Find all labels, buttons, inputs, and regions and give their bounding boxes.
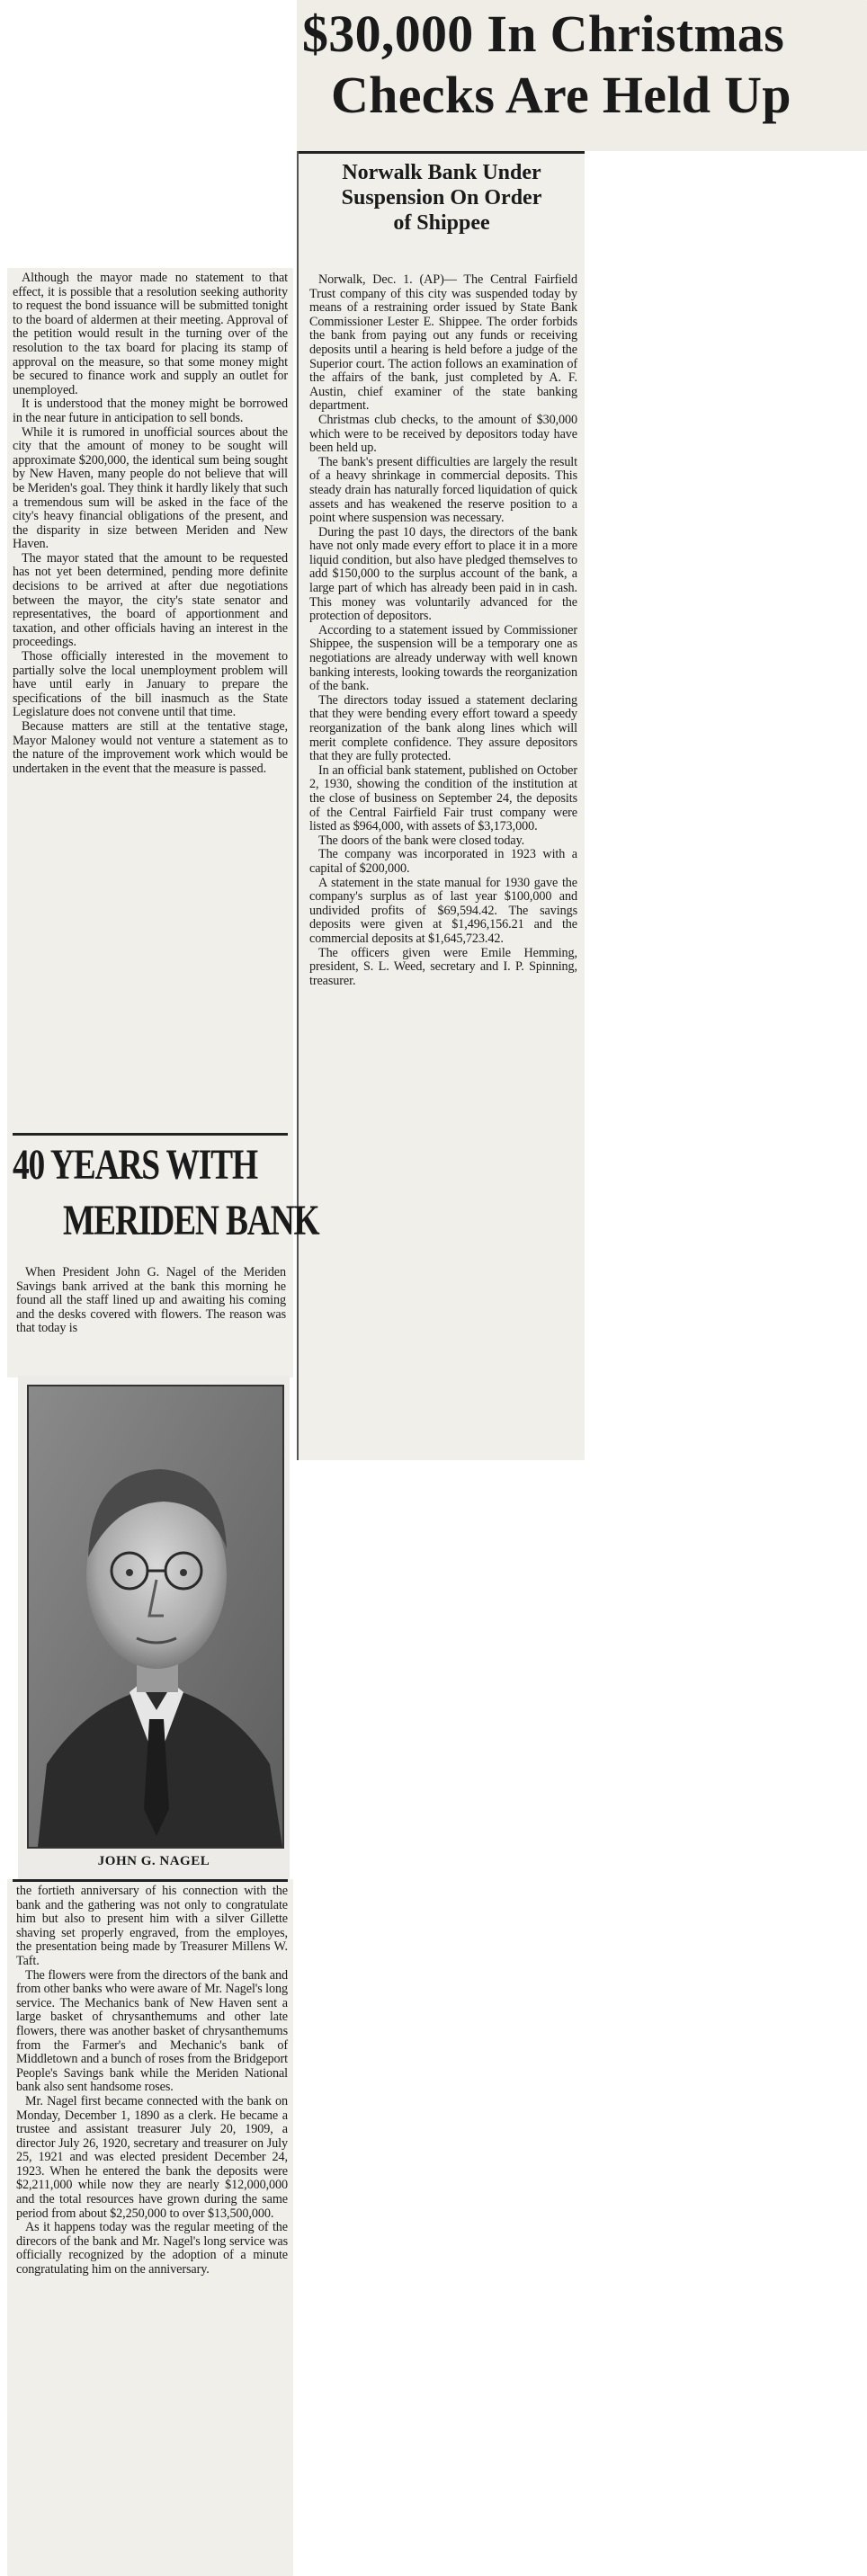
nagel-article-header <box>7 1133 319 1377</box>
article-paragraph: The company was incorporated in 1923 with a capital of $200,000. <box>309 847 577 876</box>
portrait-image <box>29 1386 282 1847</box>
article-paragraph: It is understood that the money might be borrowed in the near future in anticipation to sell bonds. <box>13 397 288 425</box>
article-body <box>309 273 577 988</box>
article-paragraph: A statement in the state manual for 1930 gave the company's surplus as of last year $100,000 and undivided profits of $69,594.42. The savings deposits were given at $1,496,156.21 and the commercial deposits at $1,645,723.42. <box>309 875 577 946</box>
headline-clipping <box>297 0 867 151</box>
article-paragraph: Those officially interested in the movement to partially solve the local unemployment problem will have until early in January to prepare the specifications of the bill inasmuch as the State Legislature does not convene until that time. <box>13 649 288 720</box>
subhead-line-3: of Shippee <box>393 211 490 235</box>
subhead-line-2: Suspension On Order <box>341 186 542 209</box>
article-paragraph: Because matters are still at the tentative stage, Mayor Maloney would not venture a statement as to the nature of the improvement work which would be undertaken in the event that the measure is passed. <box>13 719 288 776</box>
article-paragraph: The directors today issued a statement declaring that they were bending every effort toward a speedy reorganization of the bank along lines which will merit complete confidence. They assure depositors that they are fully protected. <box>309 692 577 764</box>
portrait-photo <box>27 1385 284 1849</box>
portrait-photo-clipping <box>18 1376 290 1879</box>
photo-caption: JOHN G. NAGEL <box>97 1854 210 1868</box>
article-paragraph: As it happens today was the regular meeting of the direcors of the bank and Mr. Nagel's long service was officially recognized by the adoption of a minute congratulating him on the anniversary. <box>16 2220 288 2277</box>
article-paragraph: The doors of the bank were closed today. <box>318 833 525 848</box>
article-paragraph: The mayor stated that the amount to be requested has not yet been determined, pending more definite decisions to be arrived at after due negotiations between the mayor, the city's state senator and representatives, the board of apportionment and taxation, and other officials having an interest in the proceedings. <box>13 550 288 650</box>
article-paragraph: the fortieth anniversary of his connection with the bank and the gathering was not only to congratulate him but also to present him with a silver Gillette shaving set properly engraved, from the employes, the presentation being made by Treasurer Millens W. Taft. <box>16 1884 288 1968</box>
headline-line-2: Checks Are Held Up <box>331 66 791 124</box>
article-paragraph: The officers given were Emile Hemming, president, S. L. Weed, secretary and I. P. Spinning, treasurer. <box>309 945 577 988</box>
article-paragraph: Mr. Nagel first became connected with the bank on Monday, December 1, 1890 as a clerk. He became a trustee and assistant treasurer July 20, 1909, a director July 26, 1920, secretary and treasurer on July 25, 1921 and was elected president December 24, 1923. When he entered the bank the deposits were $2,211,000 while now they are nearly $12,000,000 and the total resources have grown during the same period from about $2,250,000 to over $13,500,000. <box>16 2093 288 2221</box>
headline-line-1: $30,000 In Christmas <box>302 4 785 63</box>
column-rule <box>297 151 585 154</box>
article-paragraph: In an official bank statement, published on October 2, 1930, showing the condition of the institution at the close of business on September 24, the deposits of the Central Fairfield Fair trust company were listed as $964,000, with assets of $3,173,000. <box>309 762 577 834</box>
article-paragraph: While it is rumored in unofficial sources about the city that the amount of money to be sought will approximate $200,000, the identical sum being sought by New Haven, many people do not believe that will be Meriden's goal. They think it hardly likely that such a tremendous sum will be asked in the face of the city's heavy financial obligations of the present, and the disparity in size between Meriden and New Haven. <box>13 424 288 552</box>
article-paragraph: During the past 10 days, the directors of the bank have not only made every effort to place it in a more liquid condition, but also have pledged themselves to add $150,000 to the surplus account of the bank, a large part of which has already been paid in in cash. This money was voluntarily advanced for the protection of depositors. <box>309 524 577 624</box>
article-paragraph: Christmas club checks, to the amount of $30,000 which were to be received by depositors today have been held up. <box>309 412 577 456</box>
column-rule <box>13 1133 288 1136</box>
column-rule <box>13 1879 288 1882</box>
article-body <box>16 1266 286 1336</box>
nagel-headline-line-1: 40 YEARS WITH <box>13 1141 257 1189</box>
article-body <box>16 1885 288 2277</box>
article-body <box>13 272 288 776</box>
column-divider <box>297 151 299 1460</box>
bond-issue-article <box>7 268 293 1133</box>
article-paragraph: The flowers were from the directors of the bank and from other banks who were aware of Mr. Nagel's long service. The Mechanics bank of New Haven sent a large basket of chrysanthemums and other late flowers, there was another basket of chrysanthemums from the Farmer's and Mechanic's bank of Middletown and a bunch of roses from the Bridgeport People's Savings bank while the Meriden National bank also sent handsome roses. <box>16 1967 288 2095</box>
bank-suspension-article <box>297 151 585 1460</box>
article-paragraph: When President John G. Nagel of the Meriden Savings bank arrived at the bank this morning he found all the staff lined up and awaiting his coming and the desks covered with flowers. The reason was that today is <box>16 1265 286 1336</box>
nagel-article-continued <box>7 1879 293 2576</box>
article-paragraph: Although the mayor made no statement to that effect, it is possible that a resolution seeking authority to request the bond issuance will be submitted tonight to the board of aldermen at their meeting. Approval of the petition would result in the turning over of the resolution to the tax board for placing its stamp of approval on the measure, so that some money might be secured to finance work and supply an outlet for unemployed. <box>13 271 288 397</box>
article-paragraph: The bank's present difficulties are largely the result of a heavy shrinkage in commercial deposits. This steady drain has naturally forced liquidation of quick assets and has weakened the reserve position to a point where suspension was necessary. <box>309 454 577 526</box>
nagel-headline-line-2: MERIDEN BANK <box>63 1197 319 1244</box>
article-paragraph: According to a statement issued by Commissioner Shippee, the suspension will be a temporary one as negotiations are already underway with well known banking interests, looking towards the reorganization of the bank. <box>309 622 577 694</box>
article-paragraph: Norwalk, Dec. 1. (AP)— The Central Fairfield Trust company of this city was suspended today by means of a restraining order issued by State Bank Commissioner Lester E. Shippee. The order forbids the bank from paying out any funds or receiving deposits until a hearing is held before a judge of the Superior court. The action follows an examination of the affairs of the bank, just completed by A. F. Austin, chief examiner of the state banking department. <box>309 272 577 414</box>
subhead-line-1: Norwalk Bank Under <box>342 161 541 184</box>
